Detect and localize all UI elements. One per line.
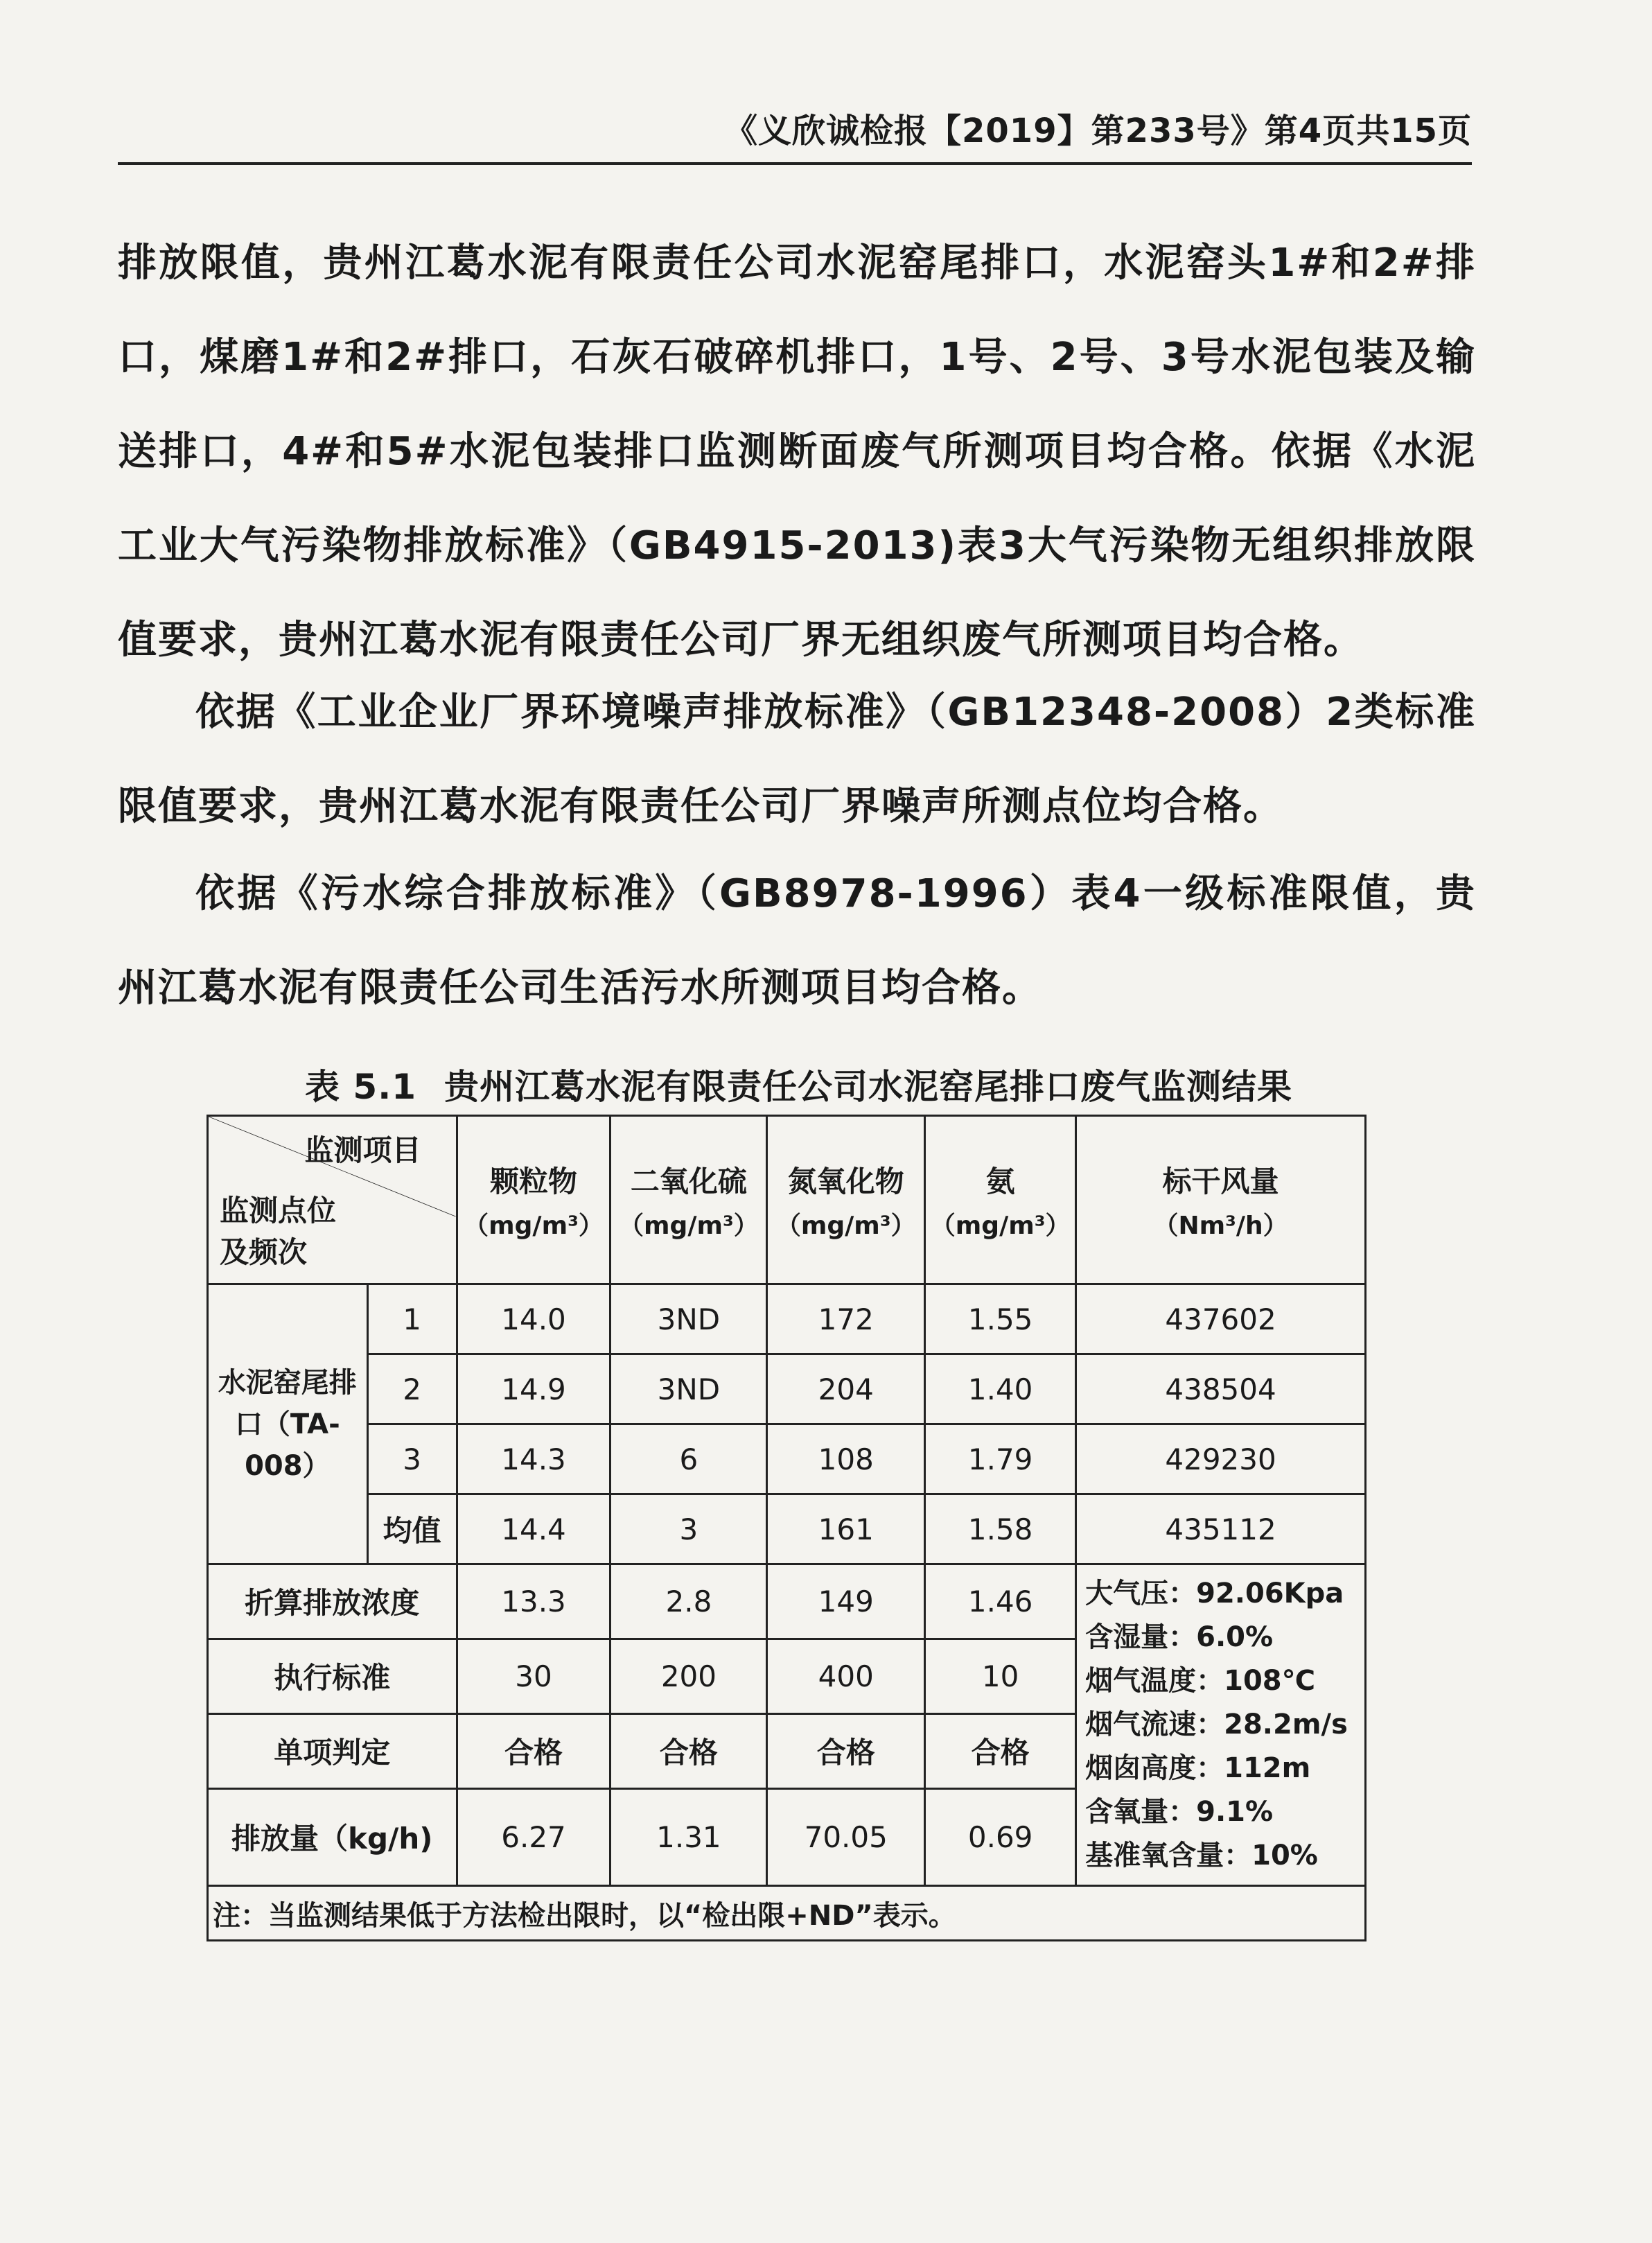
summary-label: 折算排放浓度 bbox=[208, 1564, 457, 1639]
table-cell: 204 bbox=[767, 1354, 925, 1424]
table-cell: 合格 bbox=[925, 1713, 1076, 1788]
table-caption bbox=[305, 1059, 1320, 1109]
table-note: 注：当监测结果低于方法检出限时，以“检出限+ND”表示。 bbox=[208, 1886, 1366, 1941]
table-cell: 14.0 bbox=[457, 1284, 610, 1354]
table-cell: 3ND bbox=[610, 1354, 767, 1424]
column-header bbox=[1076, 1116, 1366, 1284]
param-line: 含湿量：6.0% bbox=[1085, 1621, 1274, 1653]
table-cell: 合格 bbox=[610, 1713, 767, 1788]
table-cell: 14.9 bbox=[457, 1354, 610, 1424]
table-cell: 13.3 bbox=[457, 1564, 610, 1639]
table-caption-title: 贵州江葛水泥有限责任公司水泥窑尾排口废气监测结果 bbox=[443, 1067, 1292, 1107]
row-label: 均值 bbox=[367, 1494, 457, 1564]
corner-bottom-label bbox=[220, 1190, 336, 1273]
column-header bbox=[457, 1116, 610, 1284]
table-cell: 10 bbox=[925, 1639, 1076, 1713]
column-unit: （mg/m³） bbox=[775, 1211, 916, 1240]
param-line: 含氧量：9.1% bbox=[1085, 1796, 1274, 1828]
table-cell: 1.46 bbox=[925, 1564, 1076, 1639]
table-cell: 1.79 bbox=[925, 1424, 1076, 1494]
column-unit: （mg/m³） bbox=[464, 1211, 604, 1240]
table-cell: 14.4 bbox=[457, 1494, 610, 1564]
row-label: 2 bbox=[367, 1354, 457, 1424]
table-cell: 1.40 bbox=[925, 1354, 1076, 1424]
monitoring-results-table bbox=[206, 1115, 1367, 1941]
paragraph-1: 排放限值，贵州江葛水泥有限责任公司水泥窑尾排口，水泥窑头1#和2#排口，煤磨1#和2#排口，石灰石破碎机排口，1号、2号、3号水泥包装及输送排口，4#和5#水泥包装排口监测断面废气所测项目均合格。依据《水泥工业大气污染物排放标准》（GB4915-2013)表3大气污染物无组织排放限值要求，贵州江葛水泥有限责任公司厂界无组织废气所测项目均合格。 bbox=[118, 241, 1476, 663]
param-line: 基准氧含量：10% bbox=[1085, 1840, 1318, 1871]
column-name: 氨 bbox=[985, 1164, 1015, 1198]
corner-header-cell bbox=[208, 1116, 457, 1284]
corner-bottom-line-2: 及频次 bbox=[220, 1235, 308, 1269]
table-cell: 3 bbox=[610, 1494, 767, 1564]
table-cell: 3ND bbox=[610, 1284, 767, 1354]
table-cell: 149 bbox=[767, 1564, 925, 1639]
summary-row bbox=[208, 1564, 1366, 1639]
table-header-row bbox=[208, 1116, 1366, 1284]
param-line: 烟气温度：108℃ bbox=[1085, 1665, 1316, 1697]
param-line: 烟气流速：28.2m/s bbox=[1085, 1709, 1348, 1740]
column-header bbox=[610, 1116, 767, 1284]
column-name: 颗粒物 bbox=[490, 1164, 578, 1198]
note-row bbox=[208, 1886, 1366, 1941]
table-cell: 1.55 bbox=[925, 1284, 1076, 1354]
summary-label: 单项判定 bbox=[208, 1713, 457, 1788]
table-row bbox=[208, 1494, 1366, 1564]
row-label: 1 bbox=[367, 1284, 457, 1354]
table-cell: 1.31 bbox=[610, 1788, 767, 1885]
header-rule bbox=[118, 162, 1472, 165]
table-row bbox=[208, 1354, 1366, 1424]
table-cell: 6 bbox=[610, 1424, 767, 1494]
column-name: 标干风量 bbox=[1162, 1164, 1279, 1198]
table-cell: 435112 bbox=[1076, 1494, 1366, 1564]
table-cell: 108 bbox=[767, 1424, 925, 1494]
table-cell: 合格 bbox=[767, 1713, 925, 1788]
corner-bottom-line-1: 监测点位 bbox=[220, 1194, 337, 1228]
column-name: 二氧化硫 bbox=[630, 1164, 747, 1198]
column-header bbox=[767, 1116, 925, 1284]
column-unit: （Nm³/h） bbox=[1153, 1211, 1288, 1240]
param-line: 烟囱高度：112m bbox=[1085, 1752, 1311, 1784]
paragraph-3: 依据《污水综合排放标准》（GB8978-1996）表4一级标准限值，贵州江葛水泥有限责任公司生活污水所测项目均合格。 bbox=[118, 871, 1476, 1011]
table-cell: 161 bbox=[767, 1494, 925, 1564]
column-header bbox=[925, 1116, 1076, 1284]
table-cell: 30 bbox=[457, 1639, 610, 1713]
table-cell: 2.8 bbox=[610, 1564, 767, 1639]
site-label-cell: 水泥窑尾排口（TA-008） bbox=[208, 1284, 368, 1564]
table-cell: 438504 bbox=[1076, 1354, 1366, 1424]
table-cell: 6.27 bbox=[457, 1788, 610, 1885]
table-caption-number: 表 5.1 bbox=[305, 1067, 416, 1107]
page-header: 《义欣诚检报【2019】第233号》第4页共15页 bbox=[724, 112, 1472, 150]
column-unit: （mg/m³） bbox=[619, 1211, 759, 1240]
param-line: 大气压：92.06Kpa bbox=[1085, 1578, 1344, 1609]
table-cell: 14.3 bbox=[457, 1424, 610, 1494]
table-cell: 70.05 bbox=[767, 1788, 925, 1885]
summary-label: 排放量（kg/h) bbox=[208, 1788, 457, 1885]
table-cell: 429230 bbox=[1076, 1424, 1366, 1494]
table-row bbox=[208, 1424, 1366, 1494]
table-cell: 合格 bbox=[457, 1713, 610, 1788]
table-row bbox=[208, 1284, 1366, 1354]
table-cell: 0.69 bbox=[925, 1788, 1076, 1885]
column-unit: （mg/m³） bbox=[930, 1211, 1071, 1240]
paragraph-2: 依据《工业企业厂界环境噪声排放标准》（GB12348-2008）2类标准限值要求，贵州江葛水泥有限责任公司厂界噪声所测点位均合格。 bbox=[118, 690, 1476, 829]
table-cell: 200 bbox=[610, 1639, 767, 1713]
table-cell: 1.58 bbox=[925, 1494, 1076, 1564]
table-cell: 437602 bbox=[1076, 1284, 1366, 1354]
table-cell: 172 bbox=[767, 1284, 925, 1354]
column-name: 氮氧化物 bbox=[787, 1164, 904, 1198]
table-cell: 400 bbox=[767, 1639, 925, 1713]
summary-label: 执行标准 bbox=[208, 1639, 457, 1713]
corner-top-label: 监测项目 bbox=[304, 1133, 421, 1167]
parameters-cell bbox=[1076, 1564, 1366, 1886]
row-label: 3 bbox=[367, 1424, 457, 1494]
